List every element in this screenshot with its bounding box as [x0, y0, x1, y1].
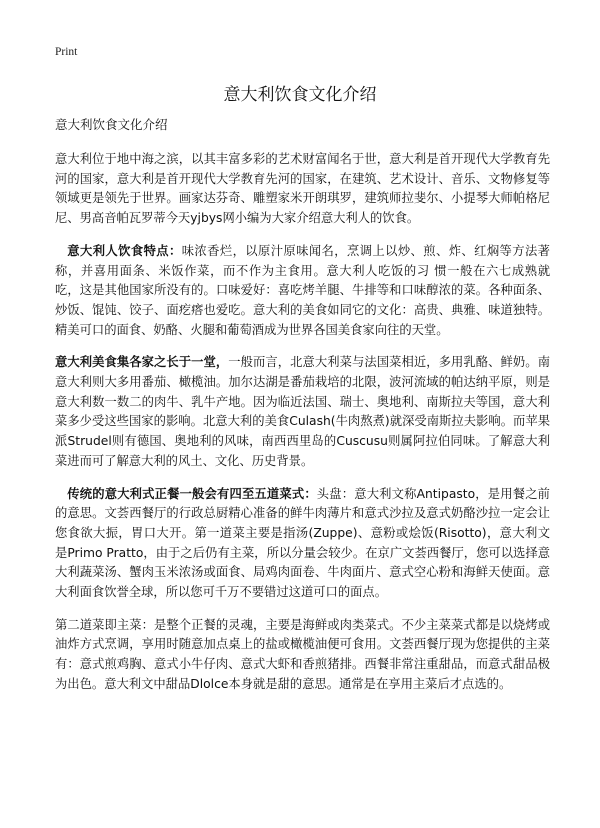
paragraph-text: 意大利位于地中海之滨，以其丰富多彩的艺术财富闻名于世，意大利是首开现代大学教育先河的国家，意大利是首开现代大学教育先河的国家，在建筑、艺术设计、音乐、文物修复等领域更是领先于世界。画家达芬奇、雕塑家米开朗琪罗，建筑师拉斐尔、小提琴大师帕格尼尼、男高音帕瓦罗蒂今天yjbys网小编为大家介绍意大利人的饮食。 — [55, 152, 550, 226]
paragraph-text: 味浓香烂，以原汁原味闻名，烹调上以炒、煎、炸、红焖等方法著称，并喜用面条、米饭作菜，而不作为主食用。意大利人吃饭的习 惯一般在六七成熟就吃，这是其他国家所没有的。口味爱好：喜吃烤羊腿、牛排等和口味醇浓的菜。各种面条、炒饭、馄饨、饺子、面疙瘩也爱吃。意大利的美食如同它的文化：高贵、典雅、味道独特。精美可口的面食、奶酪、火腿和葡萄酒成为世界各国美食家向往的天堂。 — [55, 243, 550, 337]
paragraph-lead: 意大利人饮食特点： — [67, 243, 182, 258]
paragraph-text: 一般而言，北意大利菜与法国菜相近，多用乳酪、鲜奶。南意大利则大多用番茄、橄榄油。加尔达湖是番茄栽培的北限，波河流域的帕达纳平原，则是意大利数一数二的肉牛、乳牛产地。因为临近法国、瑞士、奥地利、南斯拉夫等国，意大利菜多少受这些国家的影响。北意大利的美食Culash(牛肉熬煮)就深受南斯拉夫影响。而苹果派Strudel则有德国、奥地利的风味，南西西里岛的Cuscusu则属阿拉伯同味。了解意大利菜进而可了解意大利的风土、文化、历史背景。 — [55, 355, 550, 468]
paragraph-course-structure — [55, 485, 550, 603]
paragraph-text: 头盘：意大利文称Antipasto，是用餐之前的意思。文荟西餐厅的行政总厨精心准备的鲜牛肉薄片和意式沙拉及意式奶酪沙拉一定会让您食欲大振，胃口大开。第一道菜主要是指汤(Zuppe)、意粉或烩饭(Risotto)，意大利文是Primo Pratto，由于之后仍有主菜，所以分量会较少。在京广文荟西餐厅，您可以选择意大利蔬菜汤、蟹肉玉米浓汤或面食、局鸡肉面卷、牛肉面片、意式空心粉和海鲜天使面。意大利面食饮誉全球，所以您可千万不要错过这道可口的面点。 — [55, 486, 550, 600]
article-body — [55, 116, 550, 708]
article-subtitle: 意大利饮食文化介绍 — [55, 117, 168, 132]
paragraph-regional-cuisine — [55, 353, 550, 471]
paragraph-lead: 意大利美食集各家之长于一堂， — [55, 355, 229, 370]
paragraph-main-course — [55, 616, 550, 695]
page-title: 意大利饮食文化介绍 — [223, 85, 377, 105]
paragraph-intro — [55, 150, 550, 229]
paragraph-diet-features — [55, 242, 550, 341]
print-link[interactable]: Print — [55, 46, 78, 58]
paragraph-lead: 传统的意大利式正餐一般会有四至五道菜式： — [67, 486, 317, 501]
paragraph-text: 第二道菜即主菜：是整个正餐的灵魂，主要是海鲜或肉类菜式。不少主菜菜式都是以烧烤或油炸方式烹调，享用时随意加点桌上的盐或橄榄油便可食用。文荟西餐厅现为您提供的主菜有：意式煎鸡胸、意式小牛仔肉、意式大虾和香煎猪排。西餐非常注重甜品，而意式甜品极为出色。意大利文中甜品Dlolce本身就是甜的意思。通常是在享用主菜后才点选的。 — [55, 617, 550, 691]
